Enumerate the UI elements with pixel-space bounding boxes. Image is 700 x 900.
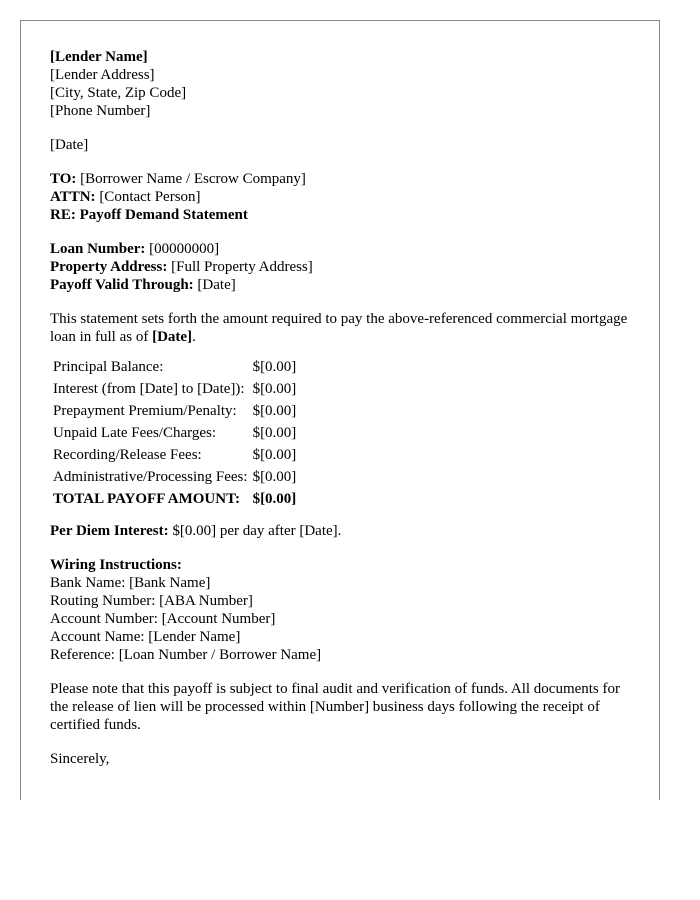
charge-label: Recording/Release Fees:	[53, 447, 202, 463]
total-label: TOTAL PAYOFF AMOUNT:	[53, 491, 240, 507]
table-row	[51, 378, 298, 400]
table-row	[51, 356, 298, 378]
to-value: [Borrower Name / Escrow Company]	[80, 171, 306, 187]
closing-paragraph: Please note that this payoff is subject to final audit and verification of funds. All documents for the release of lien will be processed within [Number] business days following the receipt of certified funds.	[50, 681, 621, 733]
loan-number-label: Loan Number:	[50, 241, 146, 257]
wiring-routing-number: Routing Number: [ABA Number]	[50, 593, 253, 609]
total-row	[51, 488, 298, 510]
loan-number-line	[50, 240, 630, 258]
wiring-account-number: Account Number: [Account Number]	[50, 611, 276, 627]
per-diem-value: $[0.00] per day after [Date].	[172, 523, 342, 539]
charge-amount: $[0.00]	[252, 381, 297, 397]
letter-content	[50, 48, 630, 768]
property-address-value: [Full Property Address]	[171, 259, 313, 275]
wiring-instructions-block	[50, 556, 630, 664]
attn-value: [Contact Person]	[99, 189, 201, 205]
to-line	[50, 170, 630, 188]
charge-amount: $[0.00]	[252, 469, 297, 485]
loan-details-block	[50, 240, 630, 294]
attn-line	[50, 188, 630, 206]
addressee-block	[50, 170, 630, 224]
intro-paragraph	[50, 310, 630, 346]
charge-amount: $[0.00]	[252, 359, 297, 375]
payoff-valid-value: [Date]	[197, 277, 236, 293]
to-label: TO:	[50, 171, 77, 187]
re-line	[50, 206, 630, 224]
charge-label: Unpaid Late Fees/Charges:	[53, 425, 217, 441]
signoff: Sincerely,	[50, 751, 110, 767]
per-diem-line	[50, 522, 630, 540]
charge-amount: $[0.00]	[252, 447, 297, 463]
payoff-valid-line	[50, 276, 630, 294]
table-row	[51, 400, 298, 422]
charge-label: Prepayment Premium/Penalty:	[53, 403, 237, 419]
letter-date: [Date]	[50, 137, 89, 153]
charge-amount: $[0.00]	[252, 403, 297, 419]
table-row	[51, 422, 298, 444]
wiring-reference: Reference: [Loan Number / Borrower Name]	[50, 647, 322, 663]
table-row	[51, 444, 298, 466]
lender-block	[50, 48, 630, 120]
re-label: RE:	[50, 207, 76, 223]
payoff-charges-table	[51, 356, 298, 510]
payoff-valid-label: Payoff Valid Through:	[50, 277, 194, 293]
total-amount: $[0.00]	[252, 491, 297, 507]
loan-number-value: [00000000]	[149, 241, 220, 257]
wiring-heading: Wiring Instructions:	[50, 557, 182, 573]
intro-end: .	[192, 329, 196, 345]
per-diem-label: Per Diem Interest:	[50, 523, 169, 539]
wiring-bank-name: Bank Name: [Bank Name]	[50, 575, 211, 591]
lender-phone: [Phone Number]	[50, 103, 151, 119]
intro-text: This statement sets forth the amount required to pay the above-referenced commercial mortgage loan in full as of	[50, 311, 628, 345]
intro-date: [Date]	[152, 329, 193, 345]
lender-address: [Lender Address]	[50, 67, 155, 83]
lender-name: [Lender Name]	[50, 49, 148, 65]
re-value: Payoff Demand Statement	[79, 207, 248, 223]
charge-label: Interest (from [Date] to [Date]):	[53, 381, 245, 397]
lender-city-state-zip: [City, State, Zip Code]	[50, 85, 187, 101]
property-address-line	[50, 258, 630, 276]
charge-label: Administrative/Processing Fees:	[53, 469, 248, 485]
wiring-account-name: Account Name: [Lender Name]	[50, 629, 241, 645]
charge-label: Principal Balance:	[53, 359, 164, 375]
attn-label: ATTN:	[50, 189, 96, 205]
table-row	[51, 466, 298, 488]
property-address-label: Property Address:	[50, 259, 168, 275]
letter-page	[20, 20, 660, 800]
charge-amount: $[0.00]	[252, 425, 297, 441]
